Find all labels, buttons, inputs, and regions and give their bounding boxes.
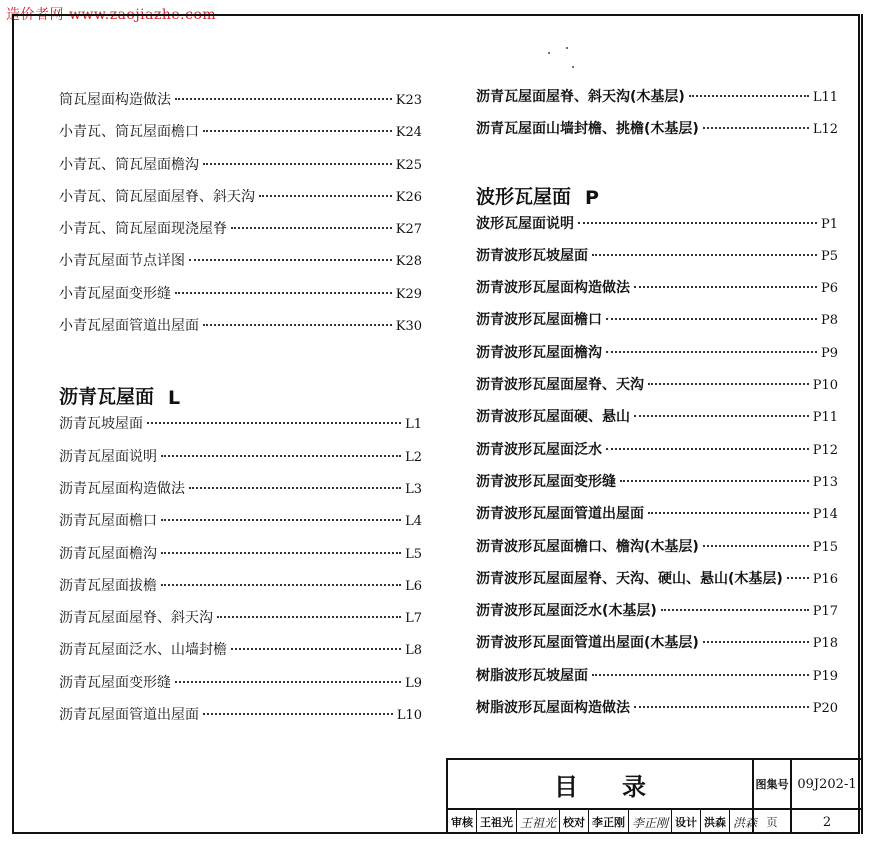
toc-entry [59,446,422,478]
dot-leader [175,98,392,100]
toc-entry-title: 沥青瓦屋面拔檐 [59,577,157,594]
dot-leader [620,480,809,482]
toc-entry-title: 小青瓦屋面节点详图 [59,253,185,270]
toc-entry-title: 树脂波形瓦屋面构造做法 [476,700,630,717]
toc-entry [59,121,422,153]
dot-leader [161,552,401,554]
toc-entry-title: 沥青瓦坡屋面 [59,416,143,433]
watermark: 造价者网 www.zaojiazhe.com [6,7,217,23]
dot-leader [259,195,392,197]
toc-entry-title: 沥青波形瓦屋面变形缝 [476,473,616,490]
toc-entry-title: 沥青波形瓦屋面构造做法 [476,280,630,297]
section-p-list [476,213,838,730]
toc-entry-page: P14 [812,507,838,523]
toc-entry [476,277,838,309]
toc-entry [476,342,838,374]
toc-entry-title: 小青瓦屋面变形缝 [59,285,171,302]
toc-entry [59,672,422,704]
toc-entry-title: 沥青波形瓦屋面硬、悬山 [476,409,630,426]
signature-row [448,810,758,834]
toc-entry-page: P20 [812,701,838,717]
dot-leader [661,609,809,611]
check-name: 李正刚 [589,810,629,834]
toc-entry-title: 沥青瓦屋面说明 [59,448,157,465]
scan-speck [566,47,568,49]
toc-entry-title: 沥青波形瓦屋面檐口 [476,312,602,329]
design-signature: 洪森 [733,815,758,830]
toc-entry-page: P12 [812,442,838,458]
section-title: 波形瓦屋面 [476,185,572,208]
toc-entry-page: P11 [812,410,838,426]
dot-leader [634,286,817,288]
check-label: 校对 [560,810,589,834]
review-label: 审核 [448,810,477,834]
left-column [59,89,422,736]
toc-entry-title: 沥青瓦屋面山墙封檐、挑檐(木基层) [476,121,699,138]
section-heading-l [59,381,422,413]
dot-leader [189,487,401,489]
toc-entry-page: L6 [405,578,422,594]
scan-speck [548,52,550,54]
toc-entry [59,510,422,542]
toc-entry-page: P9 [820,345,838,361]
dot-leader [787,577,809,579]
toc-entry-title: 沥青波形瓦坡屋面 [476,247,588,264]
section-heading-p [476,181,838,213]
toc-entry-page: L8 [405,643,422,659]
toc-entry [59,89,422,121]
toc-entry-page: L12 [812,122,838,138]
toc-entry-title: 沥青波形瓦屋面泛水(木基层) [476,603,657,620]
toc-entry [476,665,838,697]
dot-leader [203,163,392,165]
toc-entry [59,639,422,671]
toc-entry-title: 沥青波形瓦屋面檐口、檐沟(木基层) [476,538,699,555]
toc-entry [59,186,422,218]
title-block [446,758,862,834]
toc-entry [476,309,838,341]
toc-entry [59,704,422,736]
atlas-number: 09J202-1 [792,760,862,810]
toc-entry-page: P10 [812,378,838,394]
toc-entry-title: 小青瓦、筒瓦屋面屋脊、斜天沟 [59,188,255,205]
right-continued-list [476,86,838,151]
toc-entry [59,250,422,282]
toc-entry-title: 沥青波形瓦屋面泛水 [476,441,602,458]
dot-leader [592,674,809,676]
toc-entry [476,568,838,600]
toc-entry [476,536,838,568]
toc-entry-page: P19 [812,668,838,684]
dot-leader [231,227,392,229]
dot-leader [189,259,392,261]
design-name: 洪森 [701,810,730,834]
toc-entry-title: 沥青波形瓦屋面檐沟 [476,344,602,361]
toc-entry [476,406,838,438]
frame-edge [861,14,863,834]
dot-leader [161,455,401,457]
toc-entry-page: P5 [820,248,838,264]
toc-entry [476,600,838,632]
section-l-list [59,413,422,736]
title-block-title: 目录 [448,760,754,810]
dot-leader [703,127,809,129]
toc-entry-page: K29 [395,286,422,302]
toc-entry [59,543,422,575]
dot-leader [203,713,393,715]
toc-entry [59,283,422,315]
dot-leader [606,318,817,320]
toc-entry-title: 沥青波形瓦屋面管道出屋面(木基层) [476,635,699,652]
toc-entry [476,503,838,535]
toc-entry-title: 沥青波形瓦屋面管道出屋面 [476,506,644,523]
dot-leader [161,519,401,521]
section-code: L [168,387,181,410]
dot-leader [648,383,809,385]
dot-leader [689,95,809,97]
dot-leader [203,324,392,326]
toc-entry-page: L7 [405,611,422,627]
review-name: 王祖光 [477,810,517,834]
toc-entry [59,478,422,510]
dot-leader [634,706,809,708]
toc-entry-title: 沥青瓦屋面檐沟 [59,545,157,562]
toc-entry [476,213,838,245]
toc-entry [476,471,838,503]
design-label: 设计 [672,810,701,834]
dot-leader [231,648,401,650]
toc-entry-page: L10 [396,708,422,724]
left-continued-list [59,89,422,347]
toc-entry [59,315,422,347]
toc-entry-page: K25 [395,157,422,173]
dot-leader [217,616,401,618]
dot-leader [703,641,809,643]
toc-entry-page: L9 [405,675,422,691]
toc-entry [476,632,838,664]
toc-entry-page: L5 [405,546,422,562]
toc-entry-page: K24 [395,125,422,141]
toc-entry-title: 小青瓦、筒瓦屋面现浇屋脊 [59,221,227,238]
toc-entry-page: P15 [812,539,838,555]
toc-entry [59,413,422,445]
toc-entry-page: P6 [820,281,838,297]
toc-entry [59,607,422,639]
dot-leader [147,422,401,424]
dot-leader [203,130,392,132]
toc-entry-page: K27 [395,222,422,238]
dot-leader [175,292,392,294]
dot-leader [175,681,401,683]
toc-entry-page: K28 [395,254,422,270]
toc-entry-page: P17 [812,604,838,620]
toc-entry-title: 小青瓦、筒瓦屋面檐口 [59,124,199,141]
toc-entry [476,118,838,150]
toc-entry-title: 小青瓦、筒瓦屋面檐沟 [59,156,199,173]
toc-entry [476,86,838,118]
toc-entry-page: K26 [395,189,422,205]
toc-entry-title: 沥青瓦屋面屋脊、斜天沟(木基层) [476,89,685,105]
atlas-label: 图集号 [754,760,792,810]
toc-entry-title: 波形瓦屋面说明 [476,215,574,232]
toc-entry-page: P16 [812,571,838,587]
toc-entry-page: P8 [820,313,838,329]
toc-entry-title: 沥青瓦屋面屋脊、斜天沟 [59,610,213,627]
dot-leader [592,254,817,256]
page-number: 2 [822,814,832,830]
toc-entry [476,697,838,729]
toc-entry-page: L3 [405,481,422,497]
toc-entry-title: 沥青瓦屋面檐口 [59,513,157,530]
toc-entry-title: 树脂波形瓦坡屋面 [476,667,588,684]
dot-leader [578,222,817,224]
toc-entry-title: 筒瓦屋面构造做法 [59,92,171,108]
toc-entry-page: L2 [405,449,422,465]
toc-entry-page: L11 [812,90,838,105]
toc-entry-title: 小青瓦屋面管道出屋面 [59,318,199,335]
scan-speck [572,66,574,68]
toc-entry-page: P18 [812,636,838,652]
toc-entry-title: 沥青瓦屋面泛水、山墙封檐 [59,642,227,659]
toc-entry-page: K23 [395,93,422,108]
section-title: 沥青瓦屋面 [59,386,155,409]
toc-entry-title: 沥青瓦屋面构造做法 [59,480,185,497]
dot-leader [634,415,809,417]
toc-entry-title: 沥青瓦屋面变形缝 [59,674,171,691]
page-label: 页 [754,810,792,834]
dot-leader [161,584,401,586]
dot-leader [606,448,809,450]
toc-entry-page: K30 [395,319,422,335]
toc-entry [476,245,838,277]
section-code: P [585,186,599,209]
toc-entry-page: L1 [405,417,422,433]
dot-leader [606,351,817,353]
check-signature: 李正刚 [629,810,672,834]
toc-entry-title: 沥青瓦屋面管道出屋面 [59,707,199,724]
toc-entry [59,575,422,607]
toc-entry [476,374,838,406]
toc-entry [59,154,422,186]
review-signature: 王祖光 [517,810,560,834]
toc-entry-page: P1 [820,216,838,232]
toc-entry [476,439,838,471]
right-column [476,86,838,729]
dot-leader [648,512,809,514]
dot-leader [703,545,809,547]
toc-entry [59,218,422,250]
toc-entry-title: 沥青波形瓦屋面屋脊、天沟、硬山、悬山(木基层) [476,570,783,587]
toc-entry-page: L4 [405,514,422,530]
toc-entry-title: 沥青波形瓦屋面屋脊、天沟 [476,377,644,394]
toc-entry-page: P13 [812,474,838,490]
